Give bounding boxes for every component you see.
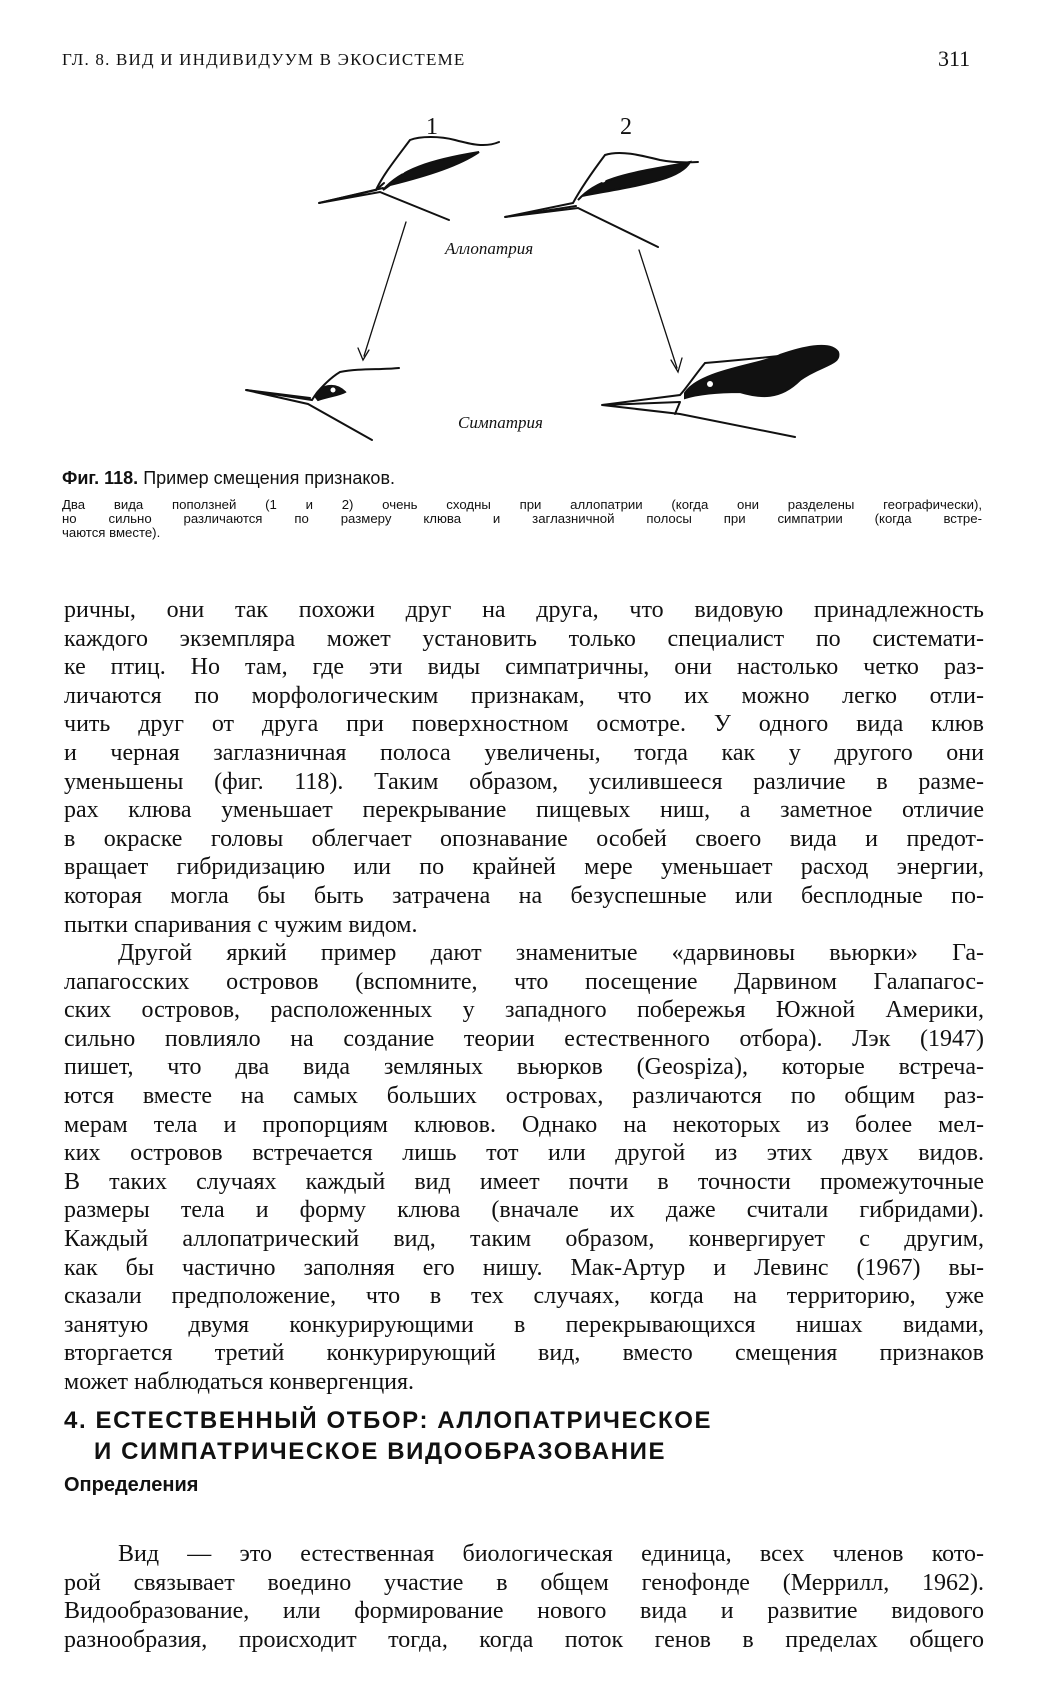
text-line: вторгается третий конкурирующий вид, вместо смещения признаков: [64, 1340, 984, 1367]
figure-118-bird-heads: [0, 0, 1038, 470]
text-line: пишет, что два вида земляных вьюрков (Geospiza), которые встреча-: [64, 1054, 984, 1081]
figure-caption-title: [62, 468, 395, 489]
caption-line: чаются вместе).: [62, 525, 161, 540]
text-line: ких островов встречается лишь тот или другой из этих двух видов.: [64, 1140, 984, 1167]
text-line: каждого экземпляра может установить только специалист по системати-: [64, 625, 984, 652]
figure-caption: [62, 498, 982, 540]
text-line: лапагосских островов (вспомните, что посещение Дарвином Галапагос-: [64, 968, 984, 995]
subsection-heading: Определения: [64, 1474, 199, 1496]
running-header: ГЛ. 8. ВИД И ИНДИВИДУУМ В ЭКОСИСТЕМЕ: [62, 50, 466, 69]
text-line: в окраске головы облегчает опознавание особей своего вида и предот-: [64, 825, 984, 852]
text-line: личаются по морфологическим признакам, что их можно легко отли-: [64, 682, 984, 709]
text-line: как бы частично заполняя его нишу. Мак-Артур и Левинс (1967) вы-: [64, 1254, 984, 1281]
text-line: и черная заглазничная полоса увеличены, тогда как у другого они: [64, 739, 984, 766]
text-line: рах клюва уменьшает перекрывание пищевых ниш, а заметное отличие: [64, 797, 984, 824]
text-line: рой связывает воедино участие в общем генофонде (Меррилл, 1962).: [64, 1569, 984, 1596]
text-line: может наблюдаться конвергенция.: [64, 1368, 415, 1395]
bird-1-sympatric-head: [246, 368, 399, 440]
figure-title: Пример смещения признаков.: [143, 468, 396, 488]
figure-number: Фиг. 118.: [62, 468, 139, 488]
text-line: занятую двумя конкурирующими в перекрывающихся нишах видами,: [64, 1311, 984, 1338]
arrow-2-to-sympatry: [639, 250, 682, 372]
section-heading: [64, 1405, 712, 1467]
section-heading-line: 4. ЕСТЕСТВЕННЫЙ ОТБОР: АЛЛОПАТРИЧЕСКОЕ: [64, 1407, 713, 1434]
text-line: мерам тела и пропорциям клювов. Однако на некоторых из более мел-: [64, 1111, 984, 1138]
paragraph-3: [64, 1540, 984, 1654]
text-line: сильно повлияло на создание теории естественного отбора). Лэк (1947): [64, 1025, 984, 1052]
caption-line: но сильно различаются по размеру клюва и заглазничной полосы при симпатрии (когда встре-: [62, 511, 982, 526]
section-heading-line: И СИМПАТРИЧЕСКОЕ ВИДООБРАЗОВАНИЕ: [94, 1438, 667, 1465]
text-line: Вид — это естественная биологическая единица, всех членов кото-: [118, 1541, 984, 1567]
text-line: вращает гибридизацию или по крайней мере уменьшает расход энергии,: [64, 854, 984, 881]
text-line: разнообразия, происходит тогда, когда поток генов в пределах общего: [64, 1626, 984, 1653]
bird-2-sympatric-head: [602, 346, 838, 437]
text-line: В таких случаях каждый вид имеет почти в точности промежуточные: [64, 1168, 984, 1195]
text-line: сказали предположение, что в тех случаях, когда на территорию, уже: [64, 1283, 984, 1310]
caption-line: Два вида поползней (1 и 2) очень сходны при аллопатрии (когда они разделены географически),: [62, 497, 982, 512]
text-line: Каждый аллопатрический вид, таким образом, конвергирует с другим,: [64, 1225, 984, 1252]
paragraph-1: [64, 596, 984, 939]
sympatry-label: Симпатрия: [458, 413, 543, 432]
allopatry-label: Аллопатрия: [445, 239, 534, 258]
paragraph-2: [64, 939, 984, 1397]
text-line: ке птиц. Но там, где эти виды симпатричны, они настолько четко раз-: [64, 654, 984, 681]
page-number: 311: [938, 46, 971, 71]
text-line: пытки спаривания с чужим видом.: [64, 911, 418, 938]
bird-2-allopatric-head: [505, 153, 698, 247]
text-line: чить друг от друга при поверхностном осмотре. У одного вида клюв: [64, 711, 984, 738]
text-line: размеры тела и форму клюва (вначале их даже считали гибридами).: [64, 1197, 984, 1224]
species-2-label: 2: [620, 114, 632, 140]
text-line: ются вместе на самых больших островах, различаются по общим раз-: [64, 1082, 984, 1109]
text-line: Видообразование, или формирование нового вида и развитие видового: [64, 1598, 984, 1625]
text-line: ричны, они так похожи друг на друга, что видовую принадлежность: [64, 597, 984, 623]
text-line: Другой яркий пример дают знаменитые «дарвиновы вьюрки» Га-: [118, 940, 984, 966]
text-line: уменьшены (фиг. 118). Таким образом, усилившееся различие в разме-: [64, 768, 984, 795]
arrow-1-to-sympatry: [358, 222, 406, 360]
bird-1-allopatric-head: [319, 137, 499, 220]
text-line: ских островов, расположенных у западного побережья Южной Америки,: [64, 997, 984, 1024]
species-1-label: 1: [426, 114, 438, 140]
text-line: которая могла бы быть затрачена на безуспешные или бесплодные по-: [64, 882, 984, 909]
